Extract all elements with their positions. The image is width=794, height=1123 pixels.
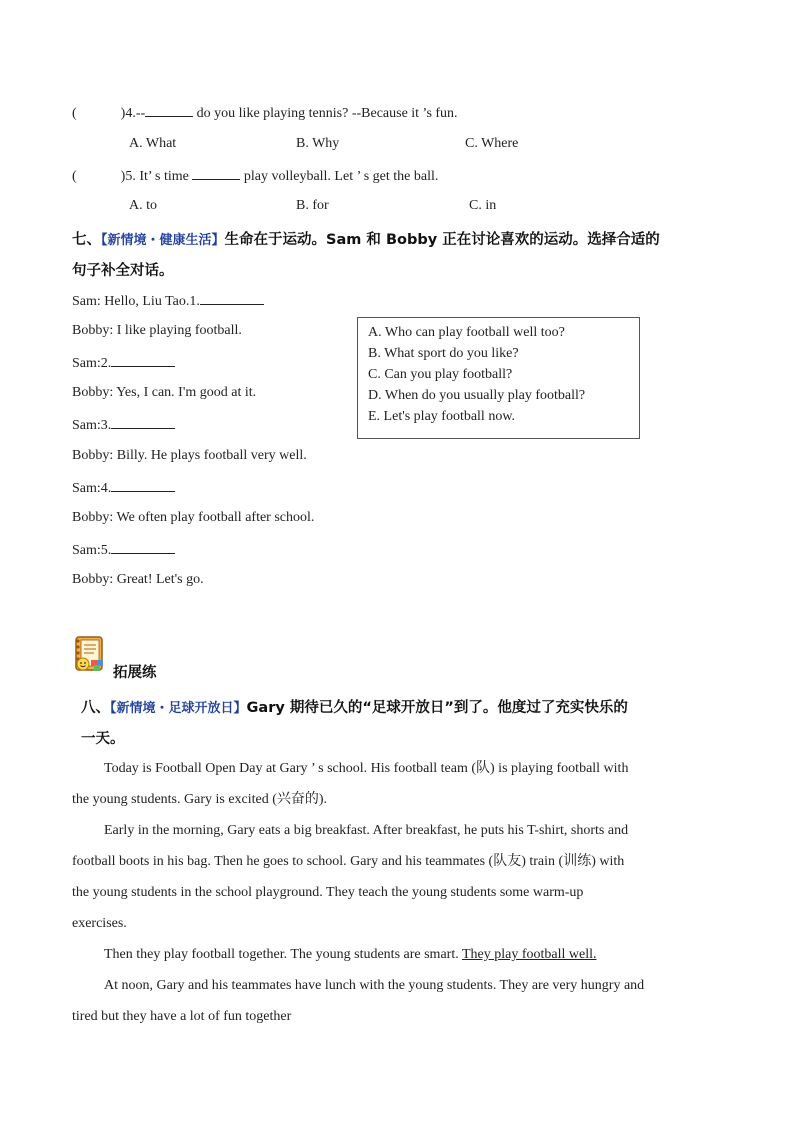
dialogue-line: Sam: Hello, Liu Tao.1. <box>72 292 264 310</box>
q4-line <box>72 104 458 122</box>
dialogue-line: Bobby: Yes, I can. I'm good at it. <box>72 385 257 400</box>
passage-line: Then they play football together. The young students are smart. They play football well. <box>104 947 597 962</box>
box-option-a[interactable]: A. Who can play football well too? <box>368 325 565 340</box>
q4-question-text: do you like playing tennis? --Because it ’s fun. <box>193 106 458 121</box>
section8-heading-line2: 一天。 <box>81 731 125 747</box>
q5-option-c[interactable]: C. in <box>469 198 497 213</box>
section8-title: Gary 期待已久的“足球开放日”到了。他度过了充实快乐的 <box>246 700 628 716</box>
dialogue-line: Bobby: Great! Let's go. <box>72 572 204 587</box>
box-option-c[interactable]: C. Can you play football? <box>368 367 513 382</box>
dialogue-line: Bobby: I like playing football. <box>72 323 242 338</box>
dialogue-line: Bobby: Billy. He plays football very well. <box>72 448 307 463</box>
dialogue-line: Sam:4. <box>72 479 175 497</box>
underlined-sentence: They play football well. <box>461 947 597 962</box>
q5-option-a[interactable]: A. to <box>129 198 157 213</box>
q5-answer-blank[interactable] <box>192 167 240 180</box>
box-option-b[interactable]: B. What sport do you like? <box>368 346 519 361</box>
box-option-d[interactable]: D. When do you usually play football? <box>368 388 586 403</box>
dialogue-line: Sam:2. <box>72 354 175 372</box>
dialogue-blank-2[interactable] <box>111 354 175 367</box>
option-box <box>357 317 640 439</box>
notebook-icon <box>72 635 108 673</box>
passage-line: tired but they have a lot of fun together <box>72 1009 292 1024</box>
dialogue-blank-3[interactable] <box>111 416 175 429</box>
q4-option-a[interactable]: A. What <box>129 136 177 151</box>
section8-tag: 【新情境・足球开放日】 <box>110 701 247 716</box>
q4-option-b[interactable]: B. Why <box>296 136 340 151</box>
section7-heading-line2: 句子补全对话。 <box>72 263 174 279</box>
section7-tag: 【新情境・健康生活】 <box>101 233 225 248</box>
q4-open-paren: ( <box>72 106 77 121</box>
q5-option-b[interactable]: B. for <box>296 198 329 213</box>
dialogue-blank-4[interactable] <box>111 479 175 492</box>
dialogue-line: Sam:5. <box>72 541 175 559</box>
dialogue-line: Bobby: We often play football after school. <box>72 510 315 525</box>
dialogue-blank-1[interactable] <box>200 292 264 305</box>
section8-number: 八、 <box>81 700 110 716</box>
dialogue-line: Sam:3. <box>72 416 175 434</box>
passage-line: At noon, Gary and his teammates have lunch with the young students. They are very hungry and <box>104 978 645 993</box>
q4-answer-blank[interactable] <box>145 104 193 117</box>
q5-open-paren: ( <box>72 169 77 184</box>
q5-line <box>72 167 438 185</box>
passage-line: the young students. Gary is excited (兴奋的). <box>72 792 328 807</box>
q5-number: )5. It’ s time <box>120 169 193 184</box>
section7-heading <box>72 228 660 249</box>
q4-number: )4.-- <box>120 106 146 121</box>
passage-line: football boots in his bag. Then he goes to school. Gary and his teammates (队友) train (训练) with <box>72 854 625 869</box>
passage-line: Early in the morning, Gary eats a big breakfast. After breakfast, he puts his T-shirt, shorts and <box>104 823 629 838</box>
q5-question-text: play volleyball. Let ’ s get the ball. <box>240 169 439 184</box>
section8-heading <box>81 696 628 717</box>
extension-label: 拓展练 <box>113 665 157 681</box>
passage-line: Today is Football Open Day at Gary ’ s school. His football team (队) is playing football with <box>104 761 629 776</box>
section7-number: 七、 <box>72 232 101 248</box>
q4-option-c[interactable]: C. Where <box>465 136 519 151</box>
box-option-e[interactable]: E. Let's play football now. <box>368 409 516 424</box>
passage-line: exercises. <box>72 916 127 931</box>
passage-line: the young students in the school playground. They teach the young students some warm-up <box>72 885 584 900</box>
dialogue-blank-5[interactable] <box>111 541 175 554</box>
section7-title: 生命在于运动。Sam 和 Bobby 正在讨论喜欢的运动。选择合适的 <box>224 232 660 248</box>
